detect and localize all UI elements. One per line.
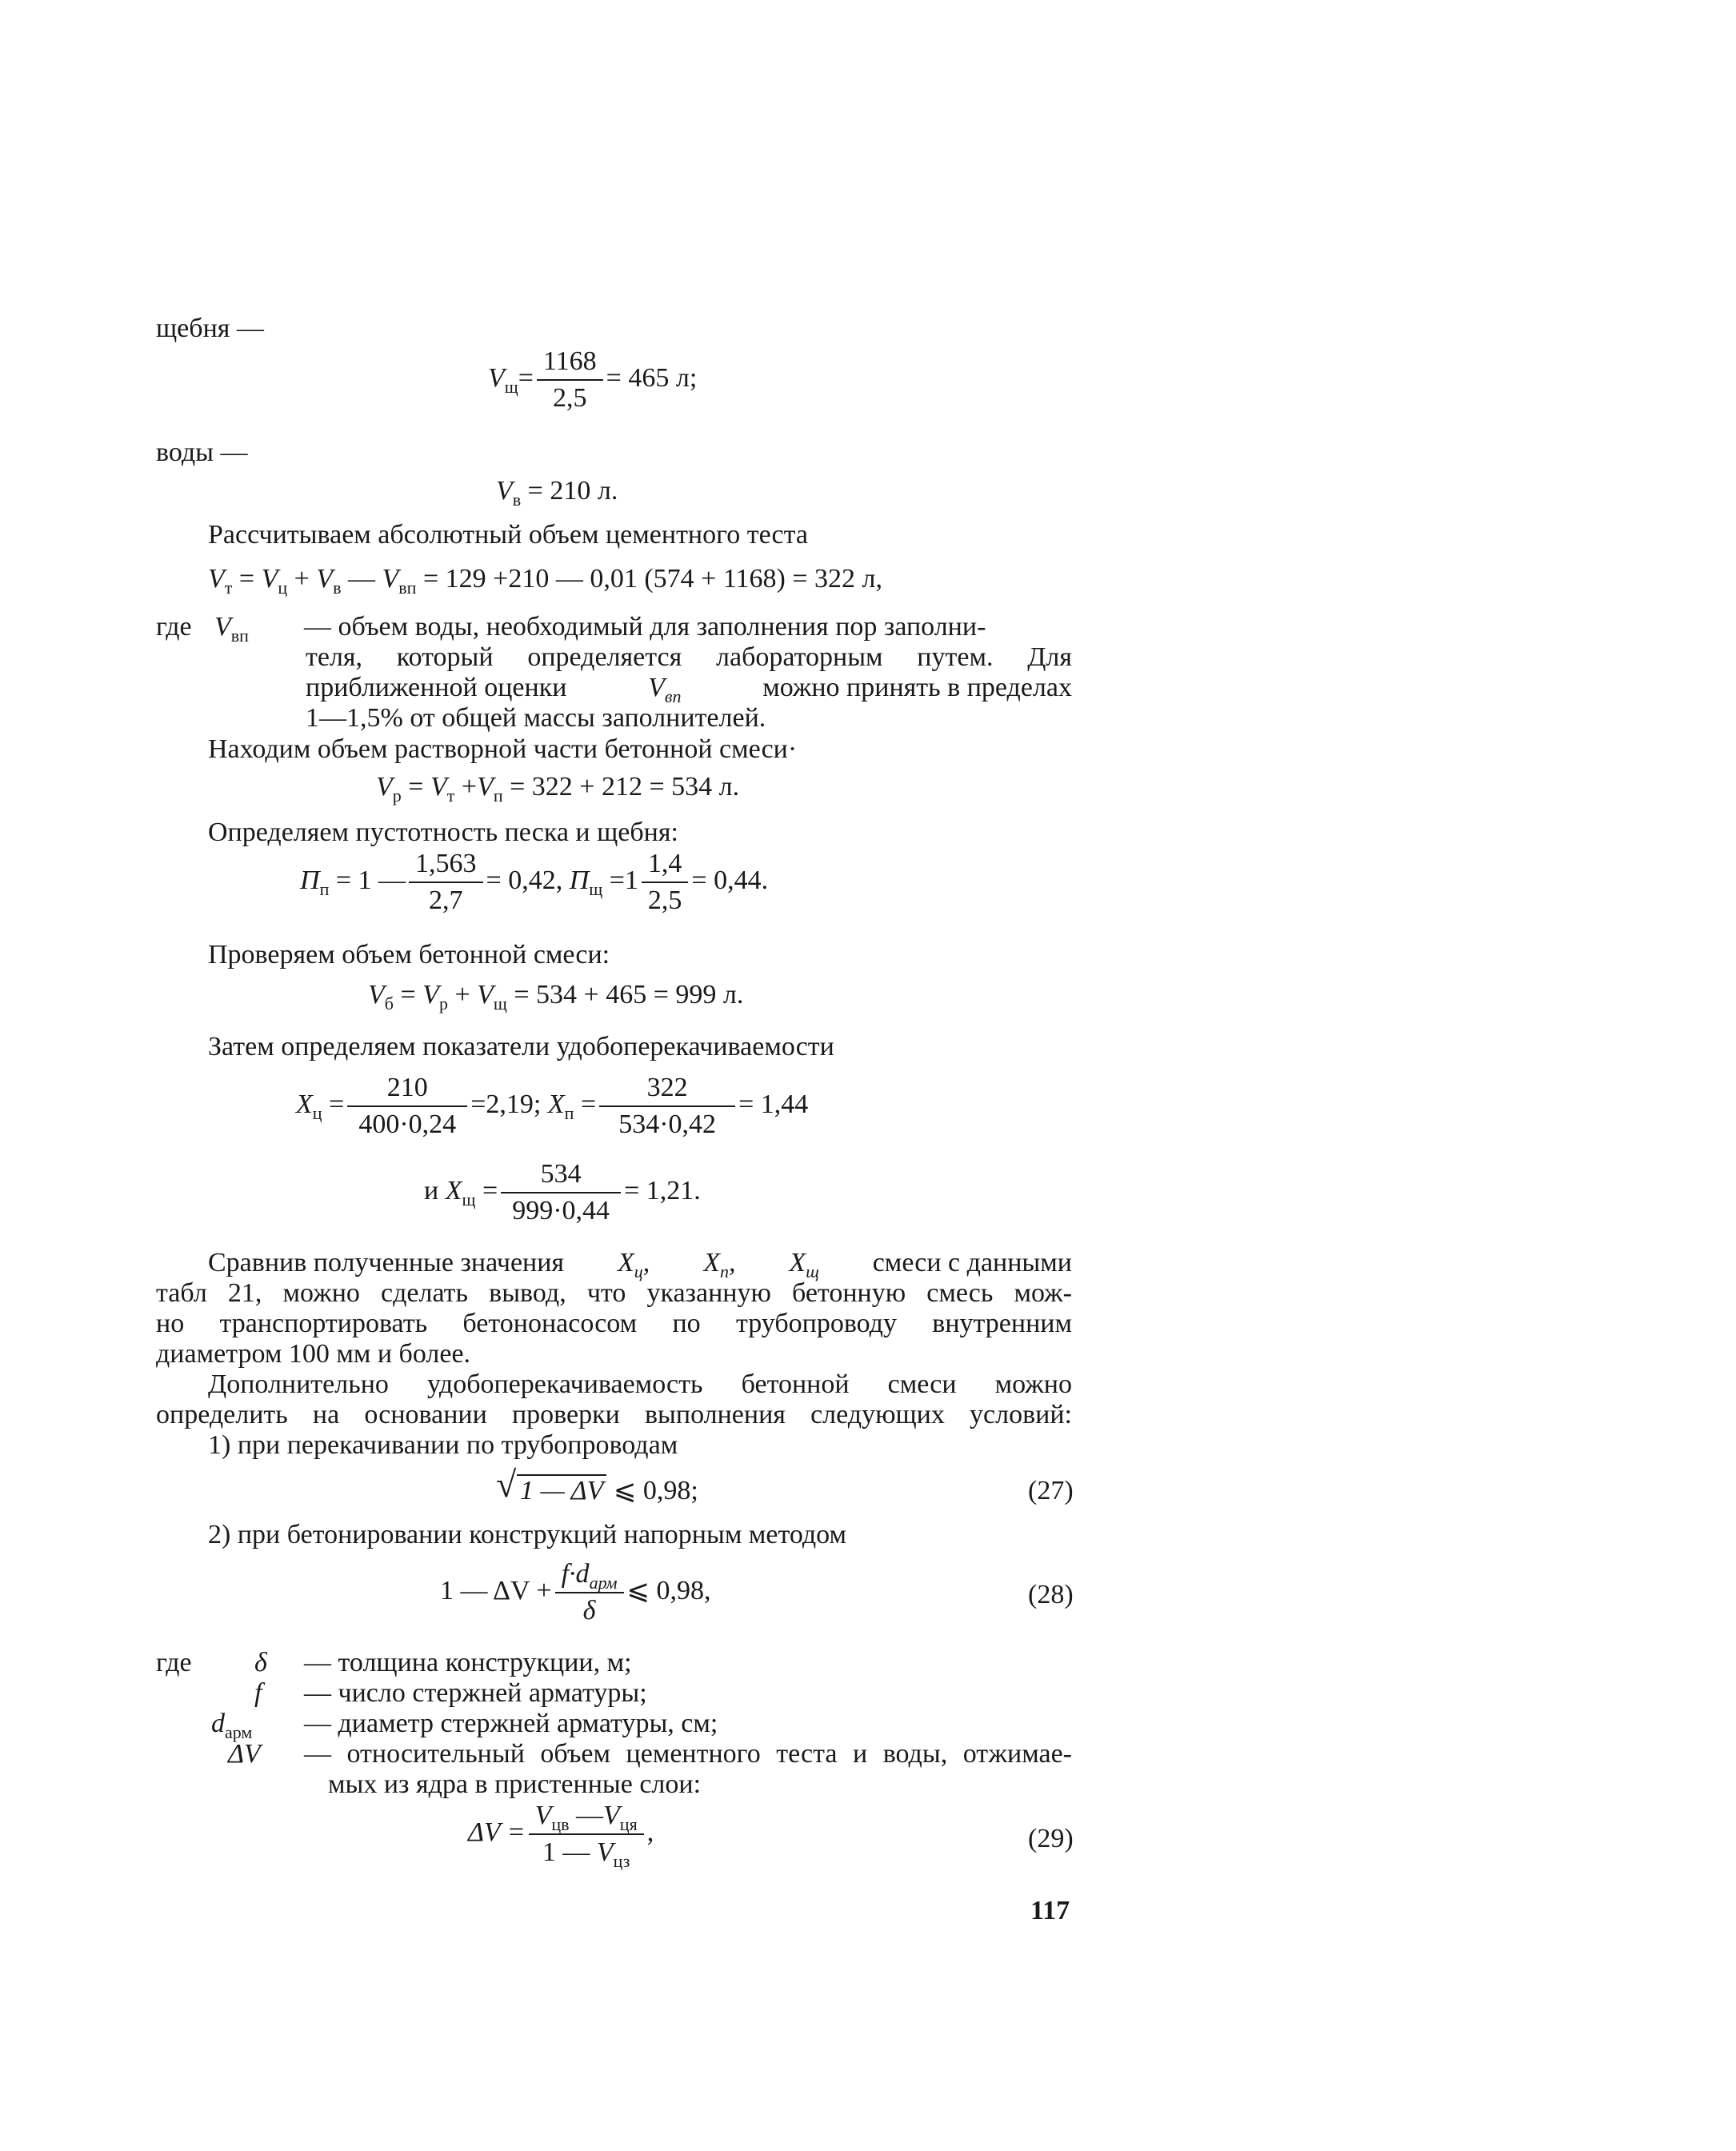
where-label-2: где xyxy=(156,1648,192,1677)
formula-x-cement-sand: $X_ц$ = $\frac{210}{400\cdot 0,24}$ =2,19; $X_п$ = $\frac{322}{534\cdot 0,42}$ = 1,44 xyxy=(296,1073,809,1139)
para-additional-line-1: Дополнительно удобоперекачиваемость бетонной смеси можно xyxy=(208,1369,1072,1399)
delta-desc: — толщина конструкции, м; xyxy=(304,1648,632,1677)
label-water: воды — xyxy=(156,438,248,467)
formula-v-concrete: $V_б = V_р + V_щ = 534 + 465 = 999$ л. xyxy=(368,980,744,1014)
formula-27: √ 1 — ΔV ⩽ 0,98; xyxy=(496,1464,698,1505)
formula-v-mortar: $V_р = V_т +V_п = 322 + 212 = 534$ л. xyxy=(376,772,740,806)
para-compare-line-2: табл 21, можно сделать вывод, что указанную бетонную смесь мож- xyxy=(156,1278,1072,1308)
para-calc-cement-paste: Рассчитываем абсолютный объем цементного теста xyxy=(208,520,808,550)
d-arm-desc: — диаметр стержней арматуры, см; xyxy=(304,1709,718,1738)
page-number: 117 xyxy=(1030,1896,1070,1925)
condition-2: 2) при бетонировании конструкций напорным методом xyxy=(208,1520,847,1549)
equation-number-29: (29) xyxy=(1028,1824,1074,1853)
para-additional-line-2: определить на основании проверки выполнения следующих условий: xyxy=(156,1400,1072,1429)
symbol-delta: δ xyxy=(254,1648,267,1677)
delta-v-desc-line-2: мых из ядра в пристенные слои: xyxy=(328,1769,702,1799)
vvp-desc-line-2: теля, который определяется лабораторным путем. Для xyxy=(306,642,1072,672)
para-find-mortar-volume: Находим объем растворной части бетонной смеси· xyxy=(208,734,798,764)
equation-number-27: (27) xyxy=(1028,1476,1074,1505)
formula-v-crushed-stone: $V_щ=$ $\frac{1168}{2,5}$ = 465 л; xyxy=(488,346,698,413)
equation-number-28: (28) xyxy=(1028,1580,1074,1609)
formula-v-paste: $V_т = V_ц + V_в$ — $V_{вп} = 129 +210$ — 0,01 (574 + 1168) = 322 л, xyxy=(208,564,883,598)
symbol-f: f xyxy=(254,1678,262,1708)
symbol-delta-v: ΔV xyxy=(228,1739,261,1769)
f-desc: — число стержней арматуры; xyxy=(304,1678,647,1708)
formula-29: ΔV = $\frac{V_{цв} —V_{ця}}{1 — V_{цз}}$ , xyxy=(468,1801,654,1871)
para-compare-line-1: Сравнив полученные значения $X_ц$, $X_п$, $X_щ$ смеси с данными xyxy=(208,1248,1072,1281)
formula-v-water: $V_в = 210$ л. xyxy=(496,476,618,510)
condition-1: 1) при перекачивании по трубопроводам xyxy=(208,1430,678,1460)
vvp-desc-line-4: 1—1,5% от общей массы заполнителей. xyxy=(306,703,766,733)
symbol-d-arm: $d_{арм}$ xyxy=(211,1709,253,1742)
para-voidness: Определяем пустотность песка и щебня: xyxy=(208,818,678,847)
para-pumpability-indices: Затем определяем показатели удобоперекачиваемости xyxy=(208,1032,834,1062)
formula-28: 1 — ΔV + $\frac{f\cdot d_{арм}}{\delta}$ ⩽ 0,98, xyxy=(440,1559,711,1625)
formula-voidness: $П_п = 1$ — $\frac{1,563}{2,7}$ = 0,42, $П_щ =1$ $\frac{1,4}{2,5}$ = 0,44. xyxy=(300,849,769,915)
vvp-desc-line-1: — объем воды, необходимый для заполнения пор заполни- xyxy=(304,612,986,642)
where-label-1: где xyxy=(156,612,192,642)
formula-x-crushed-stone: и $X_щ$ = $\frac{534}{999\cdot 0,44}$ = 1,21. xyxy=(424,1159,701,1225)
para-compare-line-3: но транспортировать бетононасосом по трубопроводу внутренним xyxy=(156,1309,1072,1338)
vvp-desc-line-3: приближенной оценки $V_{вп}$ можно принять в пределах xyxy=(306,673,1072,706)
para-compare-line-4: диаметром 100 мм и более. xyxy=(156,1339,471,1369)
delta-v-desc-line-1: — относительный объем цементного теста и воды, отжимае- xyxy=(304,1739,1072,1769)
para-check-concrete-volume: Проверяем объем бетонной смеси: xyxy=(208,940,610,970)
label-crushed-stone: щебня — xyxy=(156,314,264,343)
symbol-v-vp: $V_{вп}$ xyxy=(214,612,249,646)
